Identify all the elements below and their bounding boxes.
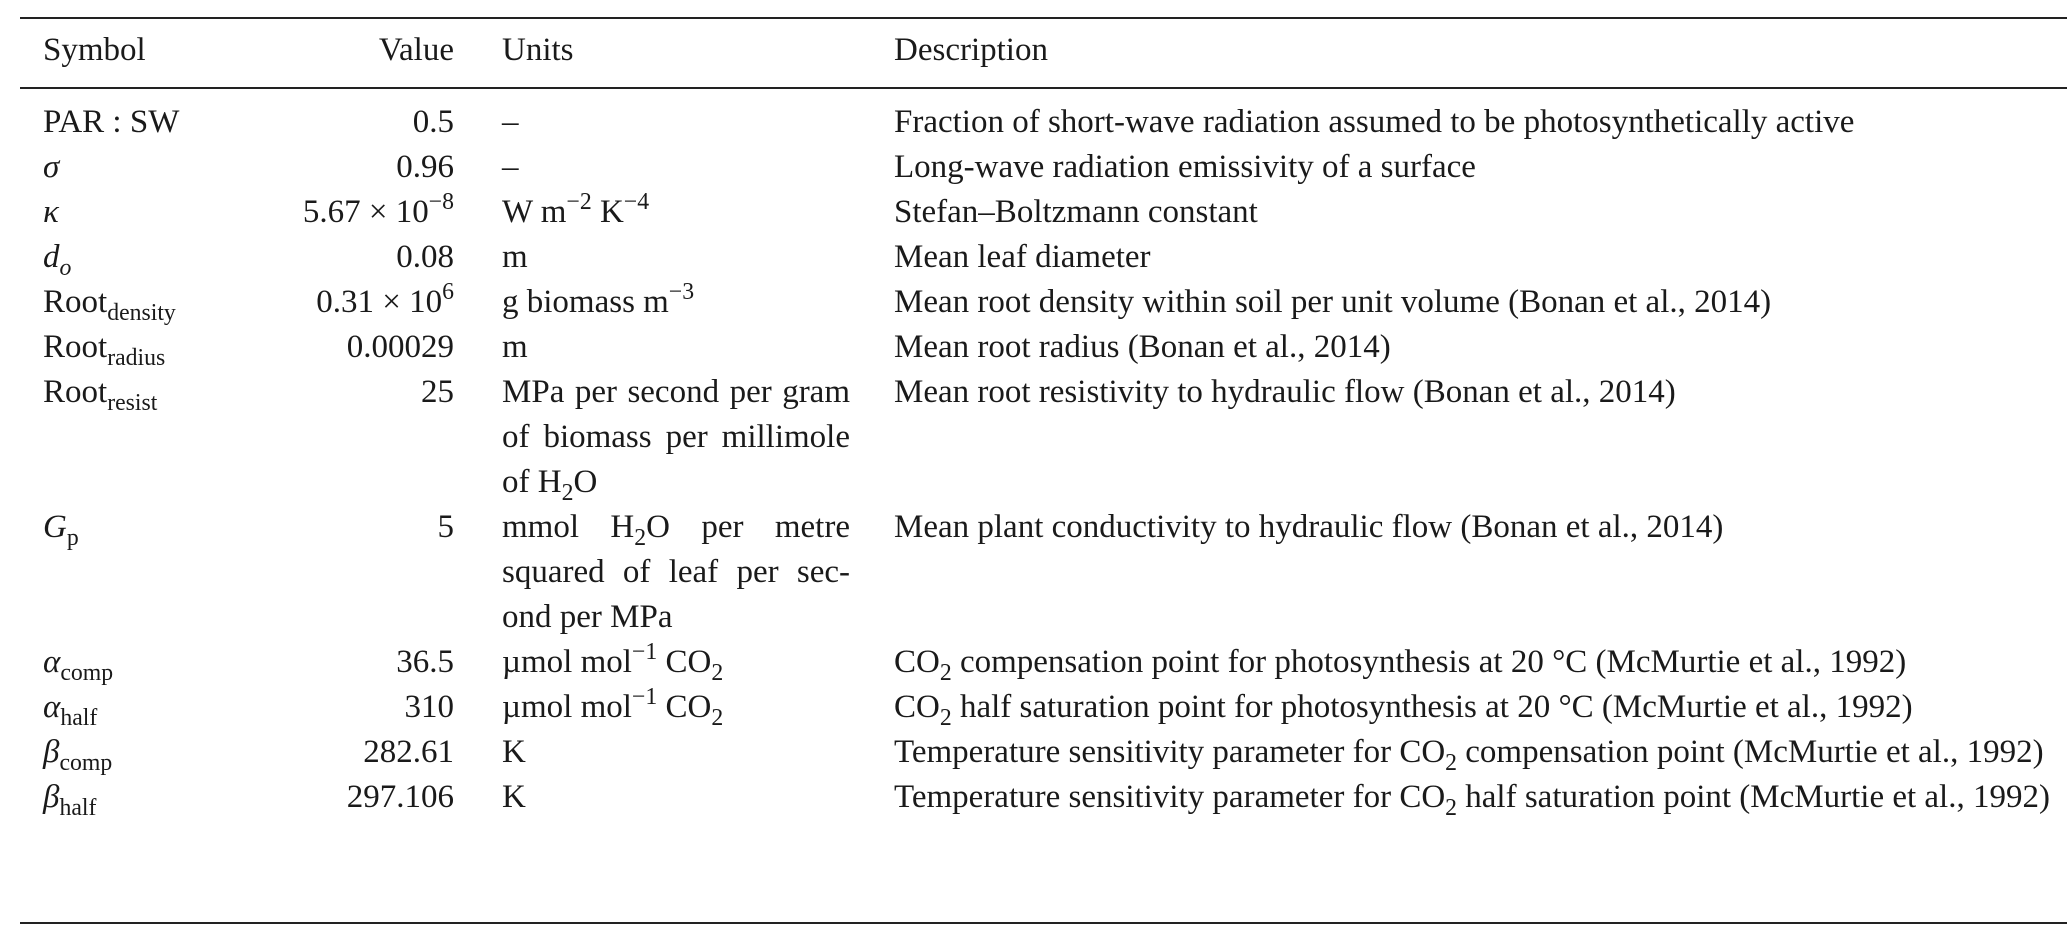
- units-cell: [454, 235, 850, 280]
- description-cell: [850, 730, 2060, 775]
- header-units: Units: [502, 32, 574, 68]
- description-text-2: half saturation point (McMurtie et al., 1992): [1457, 779, 2050, 815]
- units-subscript: 2: [711, 660, 724, 687]
- description-text: Mean root density within soil per unit volume (Bonan et al., 2014): [894, 284, 1772, 320]
- symbol-cell: [20, 88, 223, 145]
- units-wrap: [502, 370, 850, 505]
- header-value: Value: [378, 32, 454, 68]
- symbol-subscript: comp: [59, 750, 113, 777]
- symbol-text: Root: [43, 284, 108, 320]
- symbol-cell: [20, 280, 223, 325]
- description-cell: [850, 370, 2060, 505]
- units-cell: [454, 730, 850, 775]
- value-text: 36.5: [396, 644, 454, 680]
- symbol-text: α: [43, 644, 61, 680]
- value-cell: [223, 190, 454, 235]
- table-row: [20, 190, 2060, 235]
- symbol-cell: [20, 640, 223, 685]
- value-text: 297.106: [346, 779, 454, 815]
- units-cell: [454, 685, 850, 730]
- description-text: Mean root resistivity to hydraulic flow (Bonan et al., 2014): [894, 374, 1676, 410]
- symbol-text: PAR : SW: [43, 104, 180, 140]
- units-exponent: −1: [631, 638, 658, 665]
- symbol-subscript: radius: [107, 345, 166, 372]
- symbol-cell: [20, 235, 223, 280]
- symbol-subscript: o: [59, 255, 72, 282]
- symbol-text: Root: [43, 329, 108, 365]
- symbol-cell: [20, 190, 223, 235]
- units-subscript: 2: [561, 480, 574, 507]
- description-cell: [850, 325, 2060, 370]
- value-text: 5: [437, 509, 454, 545]
- table-row: [20, 145, 2060, 190]
- value-text: 5.67 × 10: [302, 194, 429, 230]
- table-row: [20, 640, 2060, 685]
- units-text: m: [502, 329, 528, 365]
- description-text: Long-wave radiation emissivity of a surface: [894, 149, 1476, 185]
- value-cell: [223, 730, 454, 775]
- units-cell: [454, 370, 850, 505]
- units-wrap: [502, 505, 850, 640]
- value-text: 0.96: [396, 149, 454, 185]
- description-text: Mean root radius (Bonan et al., 2014): [894, 329, 1391, 365]
- description-cell: [850, 145, 2060, 190]
- value-cell: [223, 145, 454, 190]
- units-cell: [454, 325, 850, 370]
- units-text-2: O: [573, 464, 598, 500]
- symbol-cell: [20, 325, 223, 370]
- value-text: 0.31 × 10: [316, 284, 443, 320]
- description-subscript: 2: [939, 705, 952, 732]
- description-text: Temperature sensitivity parameter for CO: [894, 734, 1446, 770]
- symbol-subscript: density: [107, 300, 176, 327]
- value-cell: [223, 640, 454, 685]
- description-cell: [850, 280, 2060, 325]
- value-cell: [223, 505, 454, 640]
- description-text-2: compensation point for photosynthesis at 20 °C (McMurtie et al., 1992): [951, 644, 1907, 680]
- description-text-2: compensation point (McMurtie et al., 1992): [1457, 734, 2044, 770]
- symbol-cell: [20, 505, 223, 640]
- value-cell: [223, 235, 454, 280]
- symbol-subscript: half: [59, 795, 97, 822]
- units-text: g biomass m: [502, 284, 669, 320]
- description-text: CO: [894, 644, 940, 680]
- symbol-subscript: half: [60, 705, 98, 732]
- table-row: [20, 775, 2060, 820]
- units-text: –: [502, 104, 519, 140]
- units-cell: [454, 505, 850, 640]
- description-text: Mean plant conductivity to hydraulic flow (Bonan et al., 2014): [894, 509, 1724, 545]
- header-row: [20, 0, 2060, 88]
- description-cell: [850, 88, 2060, 145]
- units-text: W m: [502, 194, 567, 230]
- header-symbol: Symbol: [43, 32, 146, 68]
- units-cell: [454, 88, 850, 145]
- units-cell: [454, 280, 850, 325]
- units-cell: [454, 640, 850, 685]
- units-exponent-2: −4: [623, 188, 650, 215]
- table-row: [20, 730, 2060, 775]
- description-subscript: 2: [939, 660, 952, 687]
- symbol-cell: [20, 775, 223, 820]
- units-subscript: 2: [711, 705, 724, 732]
- value-text: 282.61: [363, 734, 454, 770]
- value-cell: [223, 685, 454, 730]
- units-text: MPa per second per gram of biomass per millimole of H: [502, 374, 850, 500]
- symbol-text: σ: [43, 149, 60, 185]
- table-row: [20, 685, 2060, 730]
- description-text: Stefan–Boltzmann constant: [894, 194, 1258, 230]
- symbol-text: G: [43, 509, 67, 545]
- value-text: 0.08: [396, 239, 454, 275]
- description-text-2: half saturation point for photosynthesis at 20 °C (McMurtie et al., 1992): [951, 689, 1913, 725]
- symbol-cell: [20, 685, 223, 730]
- description-text: Mean leaf diameter: [894, 239, 1151, 275]
- symbol-text: β: [43, 734, 60, 770]
- units-text-2: K: [591, 194, 624, 230]
- units-cell: [454, 190, 850, 235]
- symbol-cell: [20, 145, 223, 190]
- bottom-rule: [20, 922, 2067, 924]
- table-row: [20, 280, 2060, 325]
- description-subscript: 2: [1445, 750, 1458, 777]
- units-text-2: CO: [657, 644, 712, 680]
- description-cell: [850, 640, 2060, 685]
- value-cell: [223, 775, 454, 820]
- description-cell: [850, 505, 2060, 640]
- value-cell: [223, 370, 454, 505]
- value-text: 0.00029: [346, 329, 454, 365]
- value-cell: [223, 88, 454, 145]
- units-text-2: CO: [657, 689, 712, 725]
- units-cell: [454, 775, 850, 820]
- value-cell: [223, 325, 454, 370]
- header-description: Description: [894, 32, 1048, 68]
- symbol-subscript: resist: [107, 390, 158, 417]
- table-row: [20, 88, 2060, 145]
- value-exponent: 6: [442, 278, 454, 305]
- description-subscript: 2: [1445, 795, 1458, 822]
- symbol-subscript: comp: [60, 660, 114, 687]
- table-row: [20, 505, 2060, 640]
- symbol-text: Root: [43, 374, 108, 410]
- units-text: µmol mol: [502, 644, 632, 680]
- units-text: µmol mol: [502, 689, 632, 725]
- units-text-2: O per metre squared of leaf per sec-ond per MPa: [502, 509, 850, 635]
- description-cell: [850, 775, 2060, 820]
- value-text: 0.5: [412, 104, 454, 140]
- units-text: mmol H: [502, 509, 635, 545]
- units-text: –: [502, 149, 519, 185]
- symbol-text: κ: [43, 194, 59, 230]
- units-subscript: 2: [634, 525, 647, 552]
- symbol-cell: [20, 370, 223, 505]
- units-cell: [454, 145, 850, 190]
- units-text: K: [502, 779, 526, 815]
- value-text: 310: [404, 689, 454, 725]
- units-text: K: [502, 734, 526, 770]
- table-row: [20, 370, 2060, 505]
- symbol-subscript: p: [66, 525, 79, 552]
- units-text: m: [502, 239, 528, 275]
- description-cell: [850, 190, 2060, 235]
- value-cell: [223, 280, 454, 325]
- value-text: 25: [421, 374, 454, 410]
- description-text: Temperature sensitivity parameter for CO: [894, 779, 1446, 815]
- symbol-text: α: [43, 689, 61, 725]
- description-text: Fraction of short-wave radiation assumed to be photosynthetically active: [894, 104, 1855, 140]
- parameter-table: [20, 0, 2060, 820]
- description-cell: [850, 235, 2060, 280]
- units-exponent: −1: [631, 683, 658, 710]
- table-row: [20, 235, 2060, 280]
- description-text: CO: [894, 689, 940, 725]
- table-row: [20, 325, 2060, 370]
- symbol-text: d: [43, 239, 60, 275]
- symbol-text: β: [43, 779, 60, 815]
- units-exponent: −2: [566, 188, 592, 215]
- units-exponent: −3: [668, 278, 695, 305]
- description-cell: [850, 685, 2060, 730]
- value-exponent: −8: [428, 188, 454, 215]
- symbol-cell: [20, 730, 223, 775]
